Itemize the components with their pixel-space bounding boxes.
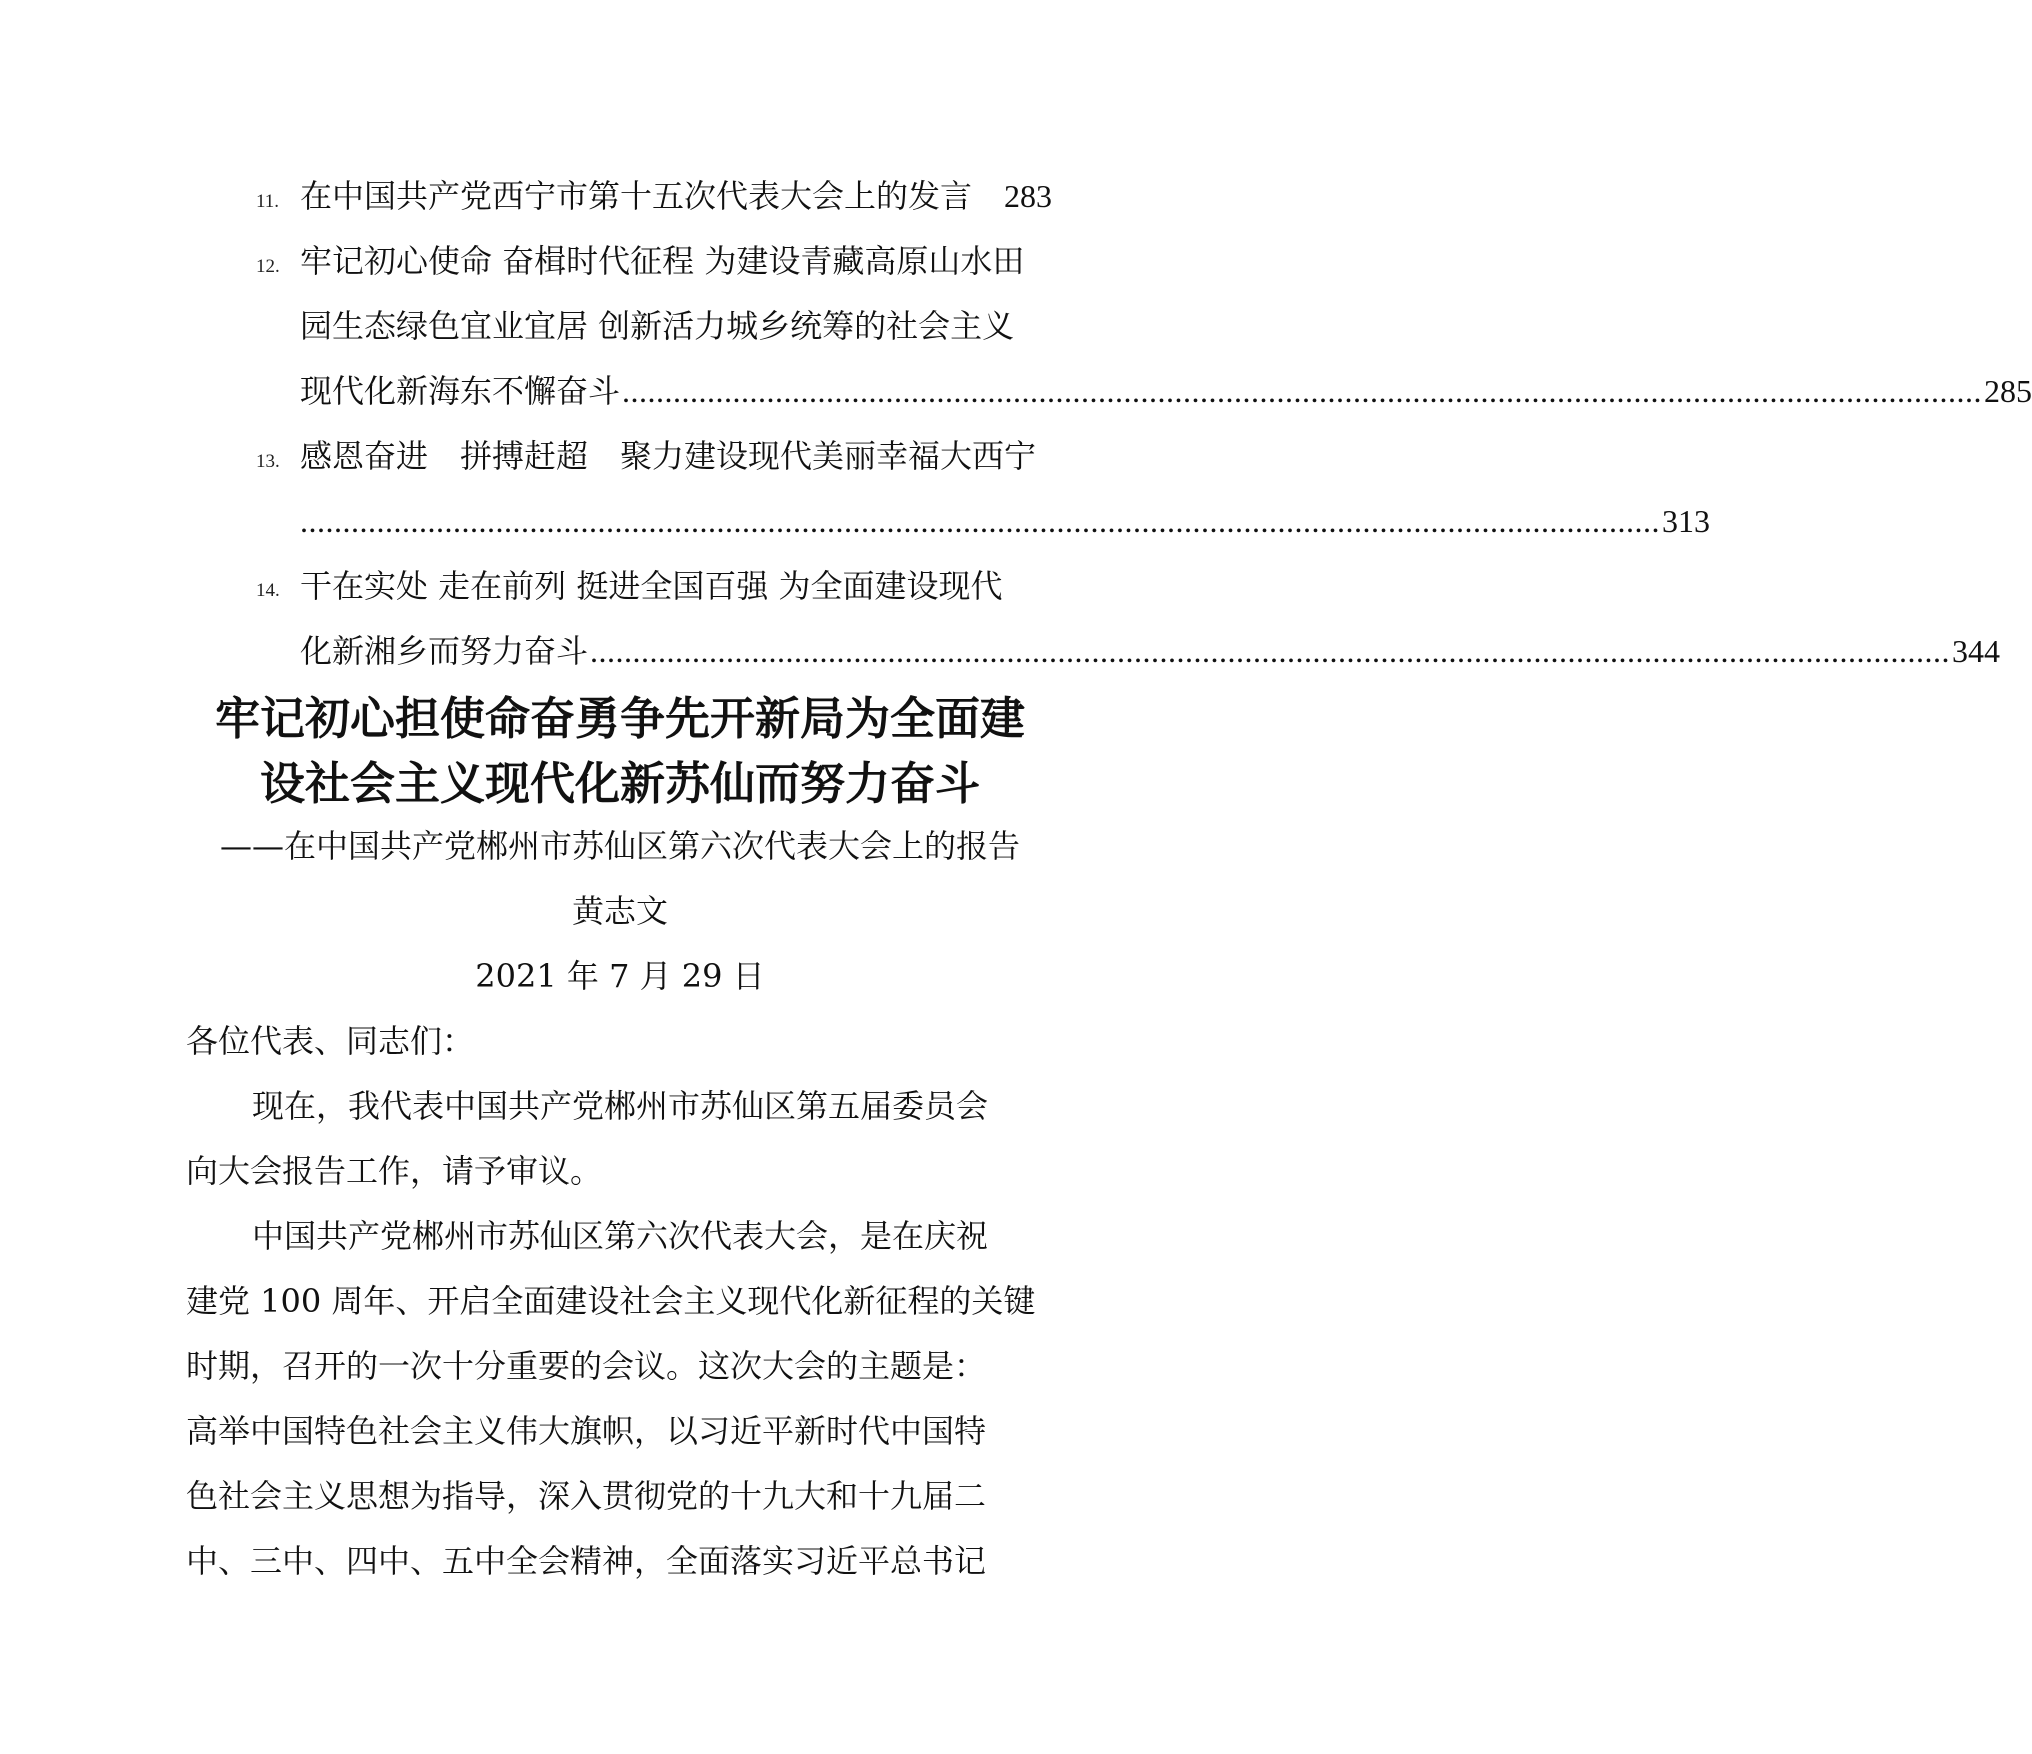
toc-item-number: 11. xyxy=(256,191,280,212)
toc-leader-dots: ................................................................................................................................................................ xyxy=(590,633,1951,669)
toc-item-12-line-1[interactable]: 牢记初心使命 奋楫时代征程 为建设青藏高原山水田 xyxy=(300,242,1025,280)
paragraph-2-line-4: 高举中国特色社会主义伟大旗帜，以习近平新时代中国特 xyxy=(186,1412,987,1450)
toc-item-14-line-1[interactable]: 干在实处 走在前列 挺进全国百强 为全面建设现代 xyxy=(300,567,1003,605)
toc-item-number: 13. xyxy=(256,451,280,472)
toc-item-13-line-2[interactable] xyxy=(300,501,1710,541)
toc-page-number: 285 xyxy=(1984,373,2032,409)
toc-item-14-line-2[interactable] xyxy=(300,631,2001,671)
toc-page-number: 283 xyxy=(1004,178,1052,214)
toc-leader-dots: ................................................................................................................................................................ xyxy=(622,373,1983,409)
article-title-line-1: 牢记初心担使命奋勇争先开新局为全面建 xyxy=(214,692,1025,745)
greeting: 各位代表、同志们： xyxy=(186,1022,475,1060)
toc-page-number: 344 xyxy=(1952,633,2001,669)
article-author: 黄志文 xyxy=(571,892,668,930)
toc-item-title: 在中国共产党西宁市第十五次代表大会上的发言 xyxy=(300,177,973,215)
toc-item-number: 14. xyxy=(256,580,280,601)
article-date: 2021 年 7 月 29 日 xyxy=(475,957,765,995)
toc-item-title: 化新湘乡而努力奋斗 xyxy=(300,632,589,670)
paragraph-2-line-2: 建党 100 周年、开启全面建设社会主义现代化新征程的关键 xyxy=(186,1282,1036,1320)
toc-item-11[interactable] xyxy=(300,176,1052,216)
toc-leader-dots: ................................................................................................................................................................ xyxy=(300,503,1660,539)
article-title-line-2: 设社会主义现代化新苏仙而努力奋斗 xyxy=(259,757,980,810)
paragraph-2-line-3: 时期，召开的一次十分重要的会议。这次大会的主题是： xyxy=(186,1347,987,1385)
toc-item-number: 12. xyxy=(256,256,280,277)
paragraph-2-line-1: 中国共产党郴州市苏仙区第六次代表大会，是在庆祝 xyxy=(252,1217,989,1255)
paragraph-1-line-1: 现在，我代表中国共产党郴州市苏仙区第五届委员会 xyxy=(252,1087,989,1125)
paragraph-1-line-2: 向大会报告工作，请予审议。 xyxy=(186,1152,603,1190)
toc-item-13-line-1[interactable]: 感恩奋进 拼搏赶超 聚力建设现代美丽幸福大西宁 xyxy=(300,437,1037,475)
toc-item-12-line-3[interactable] xyxy=(300,371,2032,411)
toc-item-title: 现代化新海东不懈奋斗 xyxy=(300,372,621,410)
article-subtitle: ——在中国共产党郴州市苏仙区第六次代表大会上的报告 xyxy=(219,827,1020,865)
toc-item-12-line-2[interactable]: 园生态绿色宜业宜居 创新活力城乡统筹的社会主义 xyxy=(300,307,1015,345)
toc-page-number: 313 xyxy=(1662,503,1710,539)
paragraph-2-line-5: 色社会主义思想为指导，深入贯彻党的十九大和十九届二 xyxy=(186,1477,987,1515)
paragraph-2-line-6: 中、三中、四中、五中全会精神，全面落实习近平总书记 xyxy=(186,1542,987,1580)
